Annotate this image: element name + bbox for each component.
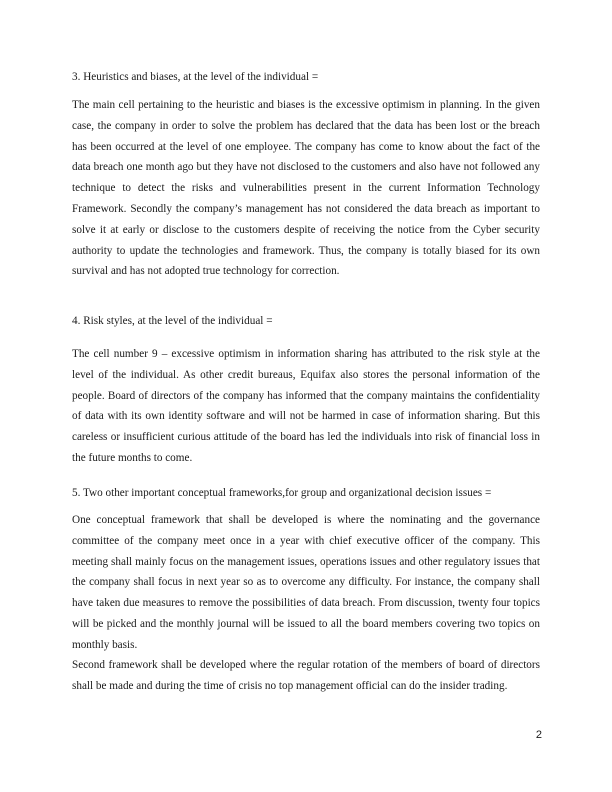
section-5-paragraph-1: One conceptual framework that shall be developed is where the nominating and the governance committee of the company meet once in a year with chief executive officer of the company. This meeting shall mainly focus on the management issues, operations issues and other regulatory issues that the company shall focus in next year so as to overcome any difficulty. For instance, the company shall have taken due measures to remove the possibilities of data breach. From discussion, twenty four topics will be picked and the monthly journal will be issued to all the board members covering two topics on monthly basis. bbox=[72, 514, 540, 651]
section-3-heading: 3. Heuristics and biases, at the level of the individual = bbox=[72, 71, 319, 83]
page-number: 2 bbox=[535, 729, 542, 741]
section-4-paragraph: The cell number 9 – excessive optimism in information sharing has attributed to the risk style at the level of the individual. As other credit bureaus, Equifax also stores the personal information of the people. Board of directors of the company has informed that the company maintains the confidentiality of data with its own identity software and will not be harmed in case of information sharing. But this careless or insufficient curious attitude of the board has led the individuals into risk of financial loss in the future months to come. bbox=[72, 348, 540, 464]
section-5-paragraph-2: Second framework shall be developed where the regular rotation of the members of board of directors shall be made and during the time of crisis no top management official can do the insider trading. bbox=[72, 659, 540, 692]
section-5-heading: 5. Two other important conceptual frameworks,for group and organizational decision issues = bbox=[72, 487, 492, 499]
section-4-heading: 4. Risk styles, at the level of the individual = bbox=[72, 315, 273, 327]
section-3-paragraph: The main cell pertaining to the heuristic and biases is the excessive optimism in planning. In the given case, the company in order to solve the problem has declared that the data has been lost or the breach has been occurred at the level of one employee. The company has come to know about the fact of the data breach one month ago but they have not disclosed to the customers and also have not followed any technique to detect the risks and vulnerabilities present in the current Information Technology Framework. Secondly the company’s management has not considered the data breach as important to solve it at early or disclose to the customers despite of receiving the notice from the Cyber security authority to update the technologies and framework. Thus, the company is totally biased for its own survival and has not adopted true technology for correction. bbox=[72, 99, 540, 278]
